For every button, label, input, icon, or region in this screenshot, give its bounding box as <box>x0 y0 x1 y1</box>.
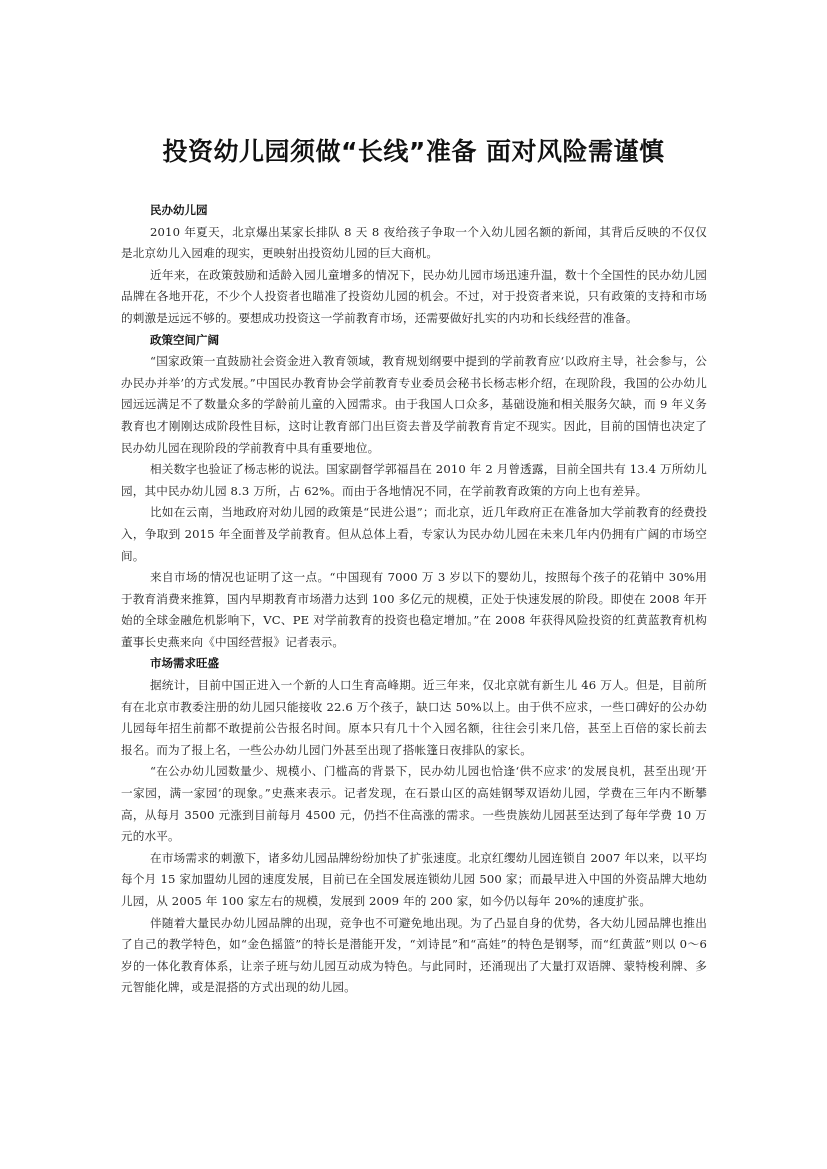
section-heading: 政策空间广阔 <box>150 332 219 347</box>
paragraph: 相关数字也验证了杨志彬的说法。国家副督学郭福昌在 2010 年 2 月曾透露，目前全国共有 13.4 万所幼儿园，其中民办幼儿园 8.3 万所，占 62%。而由于各地情况不同，在学前教育政策的方向上也有差异。 <box>121 462 707 498</box>
document-title: 投资幼儿园须做“长线”准备 面对风险需谨慎 <box>162 137 665 166</box>
document-body <box>121 200 707 999</box>
paragraph: 比如在云南，当地政府对幼儿园的政策是“民进公退”；而北京，近几年政府正在准备加大学前教育的经费投入，争取到 2015 年全面普及学前教育。但从总体上看，专家认为民办幼儿园在未来几年内仍拥有广阔的市场空间。 <box>121 505 707 563</box>
paragraph: “在公办幼儿园数量少、规模小、门槛高的背景下，民办幼儿园也恰逢‘供不应求’的发展良机，甚至出现‘开一家园，满一家园’的现象。”史燕来表示。记者发现，在石景山区的高娃钢琴双语幼儿园，学费在三年内不断攀高，从每月 3500 元涨到目前每月 4500 元，仍挡不住高涨的需求。一些贵族幼儿园甚至达到了每年学费 10 万元的水平。 <box>121 764 707 844</box>
paragraph: 据统计，目前中国正进入一个新的人口生育高峰期。近三年来，仅北京就有新生儿 46 万人。但是，目前所有在北京市教委注册的幼儿园只能接收 22.6 万个孩子，缺口达 50%以上。由于供不应求，一些口碑好的公办幼儿园每年招生前都不敢提前公告报名时间。原本只有几十个入园名额，往往会引来几倍，甚至上百倍的家长前去报名。而为了报上名，一些公办幼儿园门外甚至出现了搭帐篷日夜排队的家长。 <box>121 678 707 757</box>
paragraph: “国家政策一直鼓励社会资金进入教育领域，教育规划纲要中提到的学前教育应‘以政府主导，社会参与，公办民办并举’的方式发展。”中国民办教育协会学前教育专业委员会秘书长杨志彬介绍，在现阶段，我国的公办幼儿园远远满足不了数量众多的学龄前儿童的入园需求。由于我国人口众多，基础设施和相关服务欠缺，而 9 年义务教育也才刚刚达成阶段性目标，这时让教育部门出巨资去普及学前教育肯定不现实。因此，目前的国情也决定了民办幼儿园在现阶段的学前教育中具有重要地位。 <box>121 354 707 455</box>
paragraph: 伴随着大量民办幼儿园品牌的出现，竞争也不可避免地出现。为了凸显自身的优势，各大幼儿园品牌也推出了自己的教学特色，如“金色摇篮”的特长是潜能开发，“刘诗昆”和“高娃”的特色是钢琴，而“红黄蓝”则以 0～6 岁的一体化教育体系，让亲子班与幼儿园互动成为特色。与此同时，还涌现出了大量打双语牌、蒙特梭利牌、多元智能化牌，或是混搭的方式出现的幼儿园。 <box>121 915 707 995</box>
paragraph: 在市场需求的刺激下，诸多幼儿园品牌纷纷加快了扩张速度。北京红缨幼儿园连锁自 2007 年以来，以平均每个月 15 家加盟幼儿园的速度发展，目前已在全国发展连锁幼儿园 500 家；而最早进入中国的外资品牌大地幼儿园，从 2005 年 100 家左右的规模，发展到 2009 年的 200 家，如今仍以每年 20%的速度扩张。 <box>121 850 707 908</box>
section-heading: 民办幼儿园 <box>150 203 208 217</box>
paragraph: 来自市场的情况也证明了这一点。“中国现有 7000 万 3 岁以下的婴幼儿，按照每个孩子的花销中 30%用于教育消费来推算，国内早期教育市场潜力达到 100 多亿元的规模，正处于快速发展的阶段。即使在 2008 年开始的全球金融危机影响下，VC、PE 对学前教育的投资也稳定增加。”在 2008 年获得风险投资的红黄蓝教育机构董事长史燕来向《中国经营报》记者表示。 <box>121 570 707 649</box>
section-policy-space <box>121 330 707 654</box>
paragraph: 2010 年夏天，北京爆出某家长排队 8 天 8 夜给孩子争取一个入幼儿园名额的新闻，其背后反映的不仅仅是北京幼儿入园难的现实，更映射出投资幼儿园的巨大商机。 <box>121 224 707 261</box>
section-market-demand <box>121 653 707 999</box>
section-private-kindergartens <box>121 200 707 330</box>
paragraph: 近年来，在政策鼓励和适龄入园儿童增多的情况下，民办幼儿园市场迅速升温，数十个全国性的民办幼儿园品牌在各地开花，不少个人投资者也瞄准了投资幼儿园的机会。不过，对于投资者来说，只有政策的支持和市场的刺激是远远不够的。要想成功投资这一学前教育市场，还需要做好扎实的内功和长线经营的准备。 <box>121 267 707 325</box>
section-heading: 市场需求旺盛 <box>150 656 219 671</box>
